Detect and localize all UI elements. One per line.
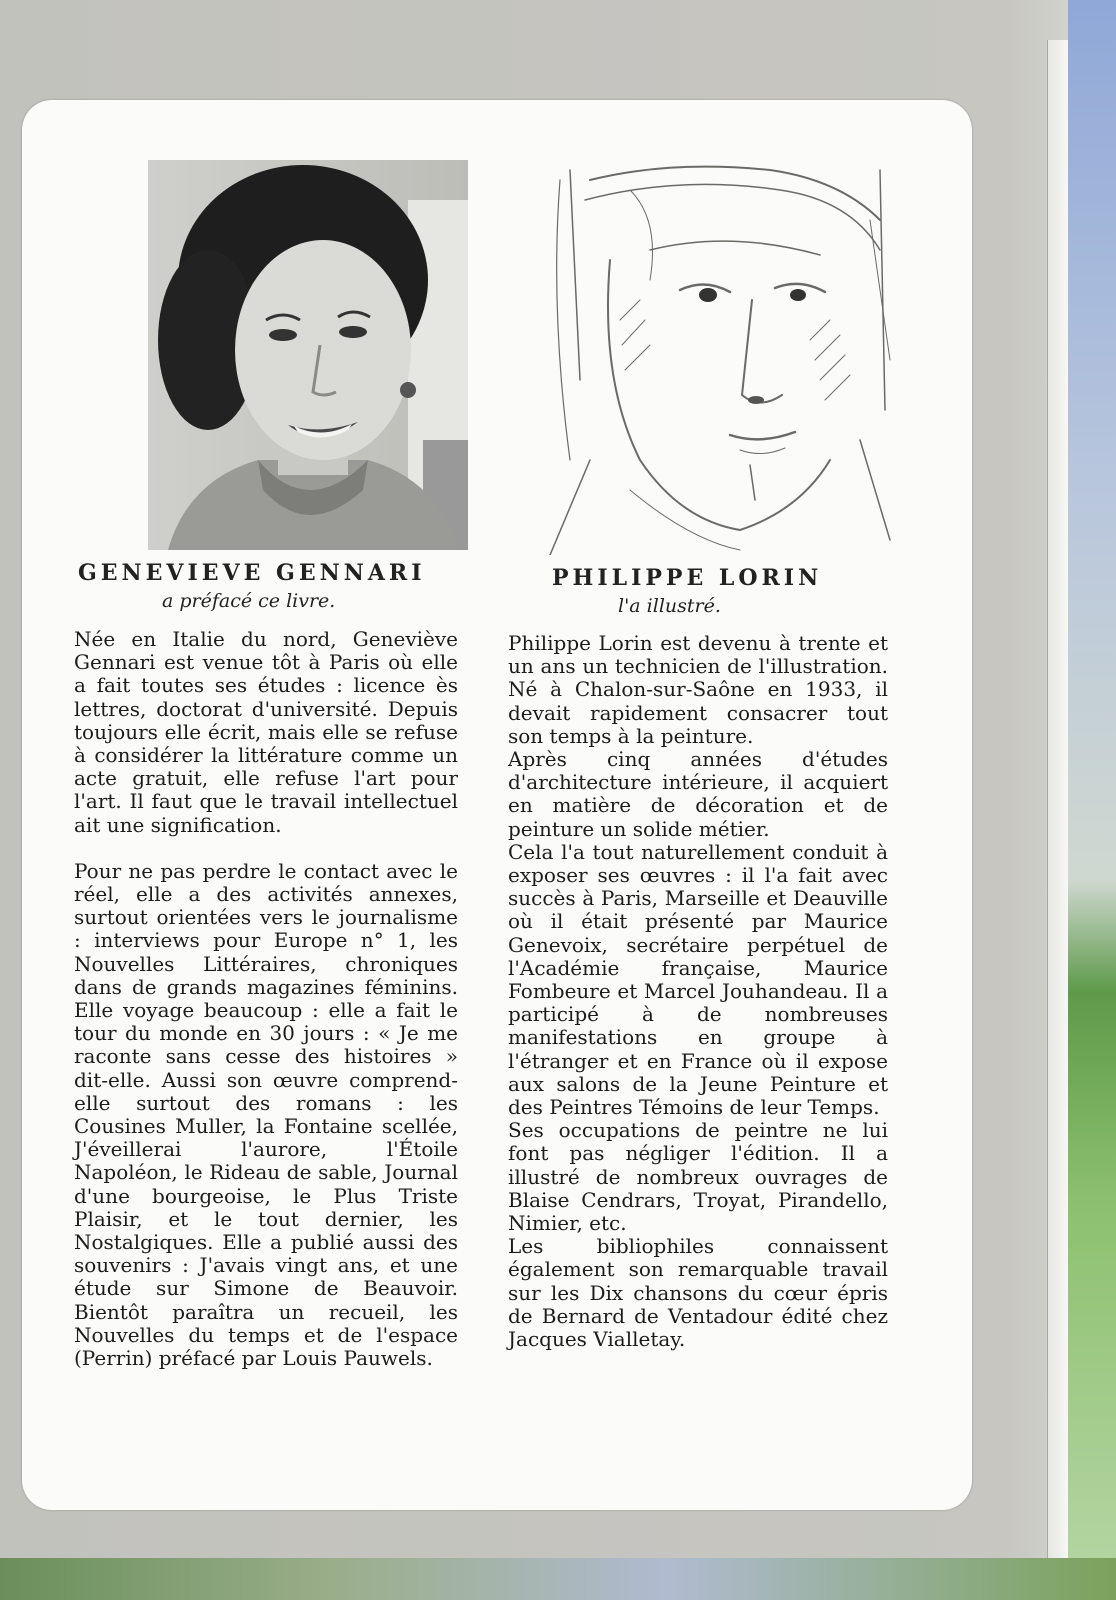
sketch-portrait-lorin	[530, 160, 910, 555]
biography-lorin-para-2: Après cinq années d'études d'architecture intérieure, il acquiert en matière de décoration et de peinture un solide métier.	[508, 747, 888, 841]
illustrator-role-lorin: l'a illustré.	[618, 595, 721, 617]
author-name-gennari: GENEVIEVE GENNARI	[78, 560, 426, 586]
biography-gennari-para-2: Pour ne pas perdre le contact avec le réel, elle a des activités annexes, surtout orientées vers le journalisme : interviews pour Europe n° 1, les Nouvelles Littéraires, chroniques dans de grands magazines féminins. Elle voyage beaucoup : elle a fait le tour du monde en 30 jours : « Je me raconte sans cesse des histoires » dit-elle. Aussi son œuvre comprend-elle surtout des romans : les Cousines Muller, la Fontaine scellée, J'éveillerai l'aurore, l'Étoile Napoléon, le Rideau de sable, Journal d'une bourgeoise, le Plus Triste Plaisir, et le tout dernier, les Nostalgiques. Elle a publié aussi des souvenirs : J'avais vingt ans, et une étude sur Simone de Beauvoir. Bientôt paraîtra un recueil, les Nouvelles du temps et de l'espace (Perrin) préfacé par Louis Pauwels.	[74, 858, 458, 1371]
page-edge	[1047, 40, 1068, 1600]
cover-bottom-edge	[0, 1558, 1116, 1600]
biography-lorin-para-3: Cela l'a tout naturellement conduit à exposer ses œuvres : il l'a fait avec succès à Paris, Marseille et Deauville où il était présenté par Maurice Genevoix, secrétaire perpétuel de l'Académie française, Maurice Fombeure et Marcel Jouhandeau. Il a participé à de nombreuses manifestations en groupe à l'étranger et en France où il expose aux salons de la Jeune Peinture et des Peintres Témoins de leur Temps.	[508, 839, 888, 1120]
cover-edge	[1068, 0, 1116, 1600]
illustrator-name-lorin: PHILIPPE LORIN	[552, 565, 823, 591]
biography-gennari-para-1: Née en Italie du nord, Geneviève Gennari est venue tôt à Paris où elle a fait toutes ses études : licence ès lettres, doctorat d'université. Depuis toujours elle écrit, mais elle se refuse à considérer la littérature comme un acte gratuit, elle refuse l'art pour l'art. Il faut que le travail intellectuel ait une signification.	[74, 627, 458, 837]
biography-lorin-para-5: Les bibliophiles connaissent également son remarquable travail sur les Dix chansons du cœur épris de Bernard de Ventadour édité chez Jacques Vialletay.	[508, 1234, 888, 1352]
portrait-photo-gennari	[148, 160, 468, 550]
biography-gennari	[74, 628, 458, 1370]
author-role-gennari: a préfacé ce livre.	[162, 590, 336, 612]
biography-lorin	[508, 632, 888, 1351]
biography-lorin-para-4: Ses occupations de peintre ne lui font pas négliger l'édition. Il a illustré de nombreux ouvrages de Blaise Cendrars, Troyat, Pirandello, Nimier, etc.	[508, 1118, 888, 1236]
biography-lorin-para-1: Philippe Lorin est devenu à trente et un ans un technicien de l'illustration. Né à Chalon-sur-Saône en 1933, il devait rapidement consacrer tout son temps à la peinture.	[508, 631, 888, 748]
